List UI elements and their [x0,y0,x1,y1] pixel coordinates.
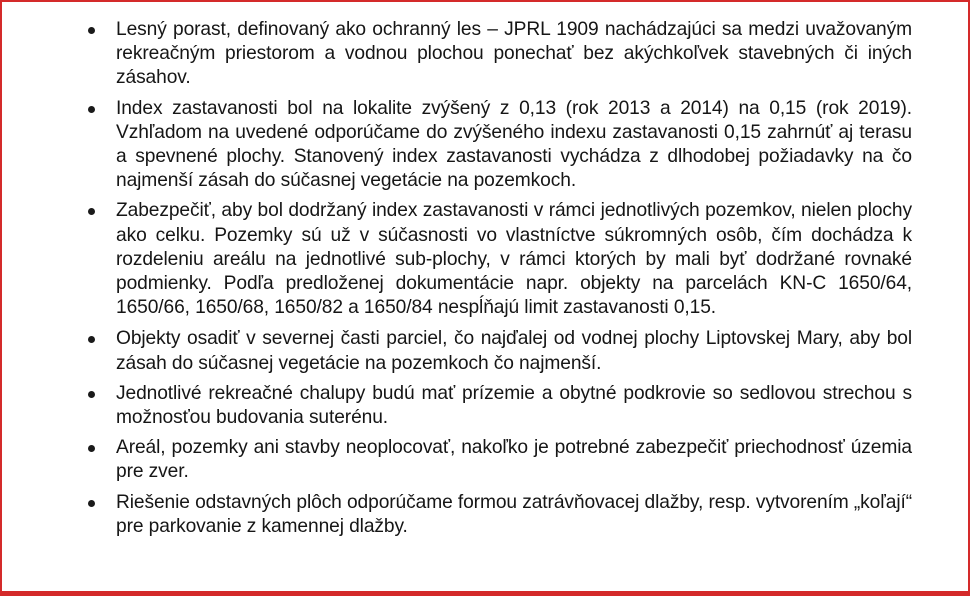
document-page [82,18,912,539]
list-item [82,97,912,194]
bullet-icon [88,106,95,113]
list-item-text: Zabezpečiť, aby bol dodržaný index zastavanosti v rámci jednotlivých pozemkov, nielen plochy ako celku. Pozemky sú už v súčasnosti vo vlastníctve súkromných osôb, čím dochádza k rozdeleniu areálu na jednotlivé sub-plochy, v rámci ktorých by mali byť dodržané rovnaké podmienky. Podľa predloženej dokumentácie napr. objekty na parcelách KN-C 1650/64, 1650/66, 1650/68, 1650/82 a 1650/84 nespĺňajú limit zastavanosti 0,15. [116,200,912,319]
bullet-icon [88,445,95,452]
bullet-icon [88,500,95,507]
list-item [82,199,912,320]
list-item-text: Objekty osadiť v severnej časti parciel, čo najďalej od vodnej plochy Liptovskej Mary, aby bol zásah do súčasnej vegetácie na pozemkoch čo najmenší. [116,328,912,374]
bullet-icon [88,336,95,343]
list-item-text: Riešenie odstavných plôch odporúčame formou zatrávňovacej dlažby, resp. vytvorením „koľají“ pre parkovanie z kamennej dlažby. [116,491,912,537]
list-item [82,491,912,539]
bullet-list [82,18,912,539]
list-item-text: Jednotlivé rekreačné chalupy budú mať prízemie a obytné podkrovie so sedlovou strechou s možnosťou budovania suterénu. [116,382,912,429]
bullet-icon [88,391,95,398]
list-item-text: Lesný porast, definovaný ako ochranný les – JPRL 1909 nachádzajúci sa medzi uvažovaným rekreačným priestorom a vodnou plochou ponechať bez akýchkoľvek stavebných či iných zásahov. [116,19,912,89]
bullet-icon [88,27,95,34]
list-item [82,18,912,91]
list-item-text: Index zastavanosti bol na lokalite zvýšený z 0,13 (rok 2013 a 2014) na 0,15 (rok 2019). Vzhľadom na uvedené odporúčame do zvýšeného indexu zastavanosti 0,15 zahrnúť aj terasu a spevnené plochy. Stanovený index zastavanosti vychádza z dlhodobej požiadavky na čo najmenší zásah do súčasnej vegetácie na pozemkoch. [116,97,912,192]
list-item [82,436,912,484]
list-item [82,382,912,430]
bullet-icon [88,208,95,215]
list-item-text: Areál, pozemky ani stavby neoplocovať, nakoľko je potrebné zabezpečiť priechodnosť územia pre zver. [116,437,912,483]
list-item [82,327,912,375]
